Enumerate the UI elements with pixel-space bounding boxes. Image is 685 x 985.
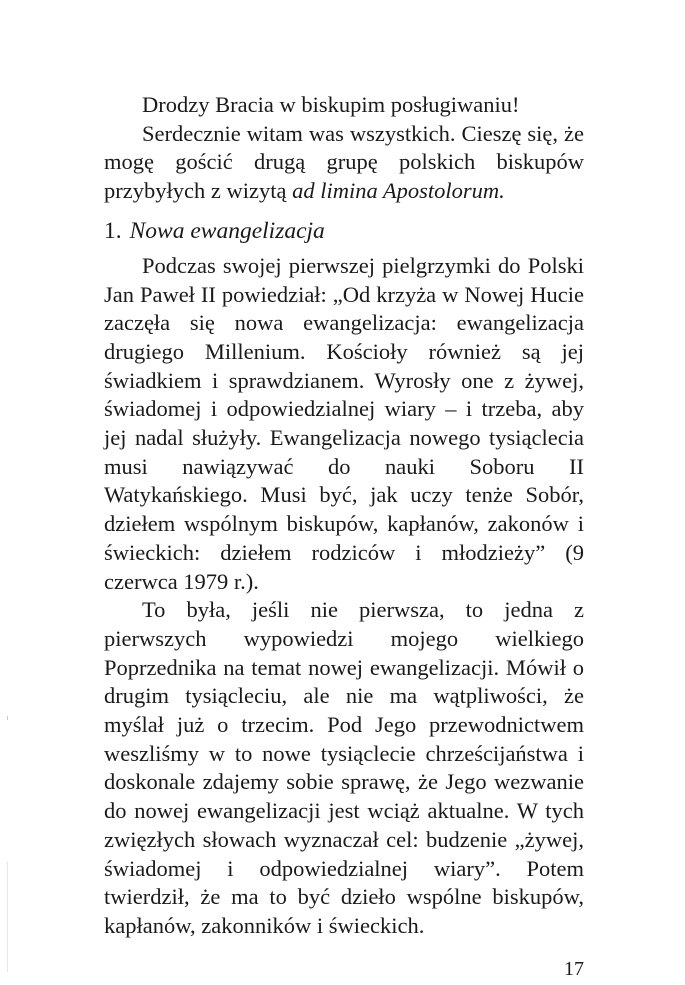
intro-latin-phrase: ad limina Apostolorum. bbox=[292, 178, 505, 204]
body-paragraph-2: To była, jeśli nie pierwsza, to jedna z pierwszych wypowiedzi mojego wielkiego Poprzednika na temat nowej ewangelizacji. Mówił o drugim tysiącleciu, ale nie ma wątpliwości, że myślał już o trzecim. Pod Jego przewodnictwem weszliśmy w to nowe tysiąclecie chrześcijaństwa i doskonale zdajemy sobie sprawę, że Jego wezwanie do nowej ewangelizacji jest wciąż aktualne. W tych zwięzłych słowach wyznaczał cel: budzenie „żywej, świadomej i odpowiedzialnej wiary”. Potem twierdził, że ma to być dzieło wspólne biskupów, kapłanów, zakonników i świeckich. bbox=[104, 597, 584, 938]
section-number: 1. bbox=[104, 217, 122, 244]
greeting-paragraph: Drodzy Bracia w biskupim posługiwaniu! bbox=[142, 92, 520, 117]
page-text-block bbox=[104, 91, 584, 941]
scan-edge-mark bbox=[7, 716, 8, 720]
section-heading bbox=[104, 216, 584, 246]
section-title: Nowa ewangelizacja bbox=[129, 217, 325, 244]
intro-text: Serdecznie witam was wszystkich. Cieszę się, że mogę gościć drugą grupę polskich biskupów przybyłych z wizytą bbox=[104, 120, 584, 204]
body-paragraph-1: Podczas swojej pierwszej pielgrzymki do Polski Jan Paweł II powiedział: „Od krzyża w Nowej Hucie zaczęła się nowa ewangelizacja: ewangelizacja drugiego Millenium. Kościoły również są jej świadkiem i sprawdzianem. Wyrosły one z żywej, świadomej i odpowiedzialnej wiary – i trzeba, aby jej nadal służyły. Ewangelizacja nowego tysiąclecia musi nawiązywać do nauki Soboru II Watykańskiego. Musi być, jak uczy tenże Sobór, dziełem wspólnym biskupów, kapłanów, zakonów i świeckich: dziełem rodziców i młodzieży” (9 czerwca 1979 r.). bbox=[104, 252, 584, 594]
page-number: 17 bbox=[564, 958, 584, 980]
scan-edge-shadow bbox=[7, 862, 8, 972]
intro-paragraph bbox=[104, 120, 584, 206]
